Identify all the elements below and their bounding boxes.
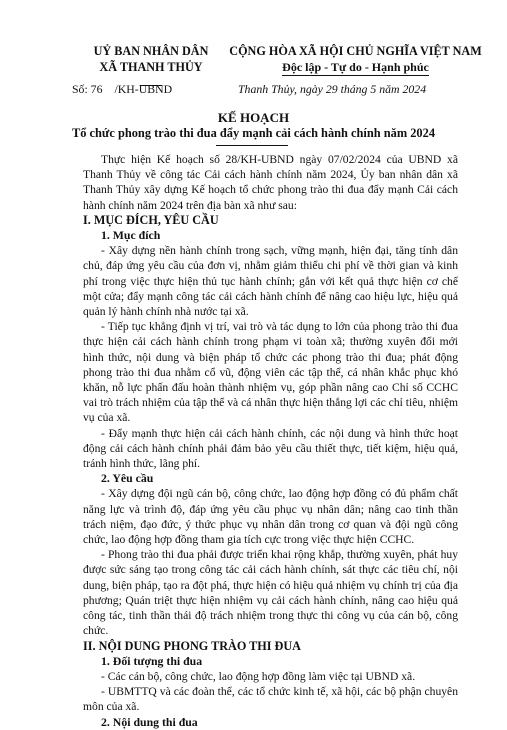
issuer-name: UỶ BAN NHÂN DÂN bbox=[93, 44, 209, 58]
purpose-paragraph-1: - Xây dựng nền hành chính trong sạch, vững mạnh, hiện đại, tăng tính dân chủ, đáp ứng yêu cầu của đơn vị, nhằm giảm thiểu chi phí về thời gian và kinh phí trong việc thực hiện thủ tục hành chính; gắn với kết quả thực hiện cơ chế một cửa; đẩy mạnh công tác cải cách hành chính để nâng cao hiệu lực, hiệu quả quản lý hành chính nhà nước tại xã. bbox=[83, 244, 458, 319]
national-motto-block bbox=[218, 44, 493, 75]
document-subject-title: Tổ chức phong trào thi đua đẩy mạnh cải cách hành chính năm 2024 bbox=[71, 126, 436, 140]
purpose-paragraph-2: - Tiếp tục khẳng định vị trí, vai trò và tác dụng to lớn của phong trào thi đua thực hiện cải cách hành chính trong phạm vi toàn xã; thường xuyên đổi mới hình thức, nội dung và biện pháp tổ chức các phong trào thi đua; phát động phong trào thi đua nhằm cổ vũ, động viên các tập thể, cá nhân khắc phục khó khăn, nỗ lực phấn đấu hoàn thành nhiệm vụ, góp phần nâng cao Chỉ số CCHC vai trò trách nhiệm của tập thể và cá nhân thực hiện thắng lợi các chỉ tiêu, nhiệm vụ của xã. bbox=[83, 320, 458, 425]
section-heading-2: II. NỘI DUNG PHONG TRÀO THI ĐUA bbox=[83, 638, 301, 653]
requirements-paragraph-2: - Phong trào thi đua phải được triển khai rộng khắp, thường xuyên, phát huy được sức sáng tạo trong công tác cải cách hành chính, sát thực các tiêu chí, nội dung, biện pháp, tạo ra đột phá, thực hiện có hiệu quả nhiệm vụ chính trị của địa phương; Quán triệt thực hiện nhiệm vụ cải cách hành chính, nâng cao hiệu quả công tác, tinh thần thái độ trách nhiệm trong thực thi công vụ của cán bộ, công chức. bbox=[83, 548, 458, 638]
motto: Độc lập - Tự do - Hạnh phúc bbox=[282, 59, 429, 74]
document-number bbox=[72, 82, 172, 97]
issuer-commune: XÃ THANH THỦY bbox=[99, 59, 203, 74]
document-number-suffix: /KH-UBND bbox=[114, 82, 173, 96]
requirements-paragraph-1: - Xây dựng đội ngũ cán bộ, công chức, lao động hợp đồng có đủ phẩm chất năng lực và trình độ, đáp ứng yêu cầu phục vụ nhân dân; nâng cao tinh thần trách niệm, đạo đức, ý thức phục vụ nhân dân trong cơ quan và đội ngũ công chức, lao động hợp đồng tham gia tích cực trong việc thực hiện CCHC. bbox=[83, 487, 458, 547]
section-heading-1: I. MỤC ĐÍCH, YÊU CẦU bbox=[83, 212, 219, 227]
document-number-prefix: Số: 76 bbox=[72, 82, 103, 96]
document-body bbox=[83, 152, 458, 730]
purpose-paragraph-3: - Đẩy mạnh thực hiện cải cách hành chính, các nội dung và hình thức hoạt động cải cách hành chính phải đảm bảo yêu cầu thiết thực, tiết kiệm, hiệu quả, tránh hình thức, lãng phí. bbox=[83, 426, 458, 471]
intro-paragraph: Thực hiện Kế hoạch số 28/KH-UBND ngày 07/02/2024 của UBND xã Thanh Thủy về công tác Cải cách hành chính năm 2024, Ủy ban nhân dân xã Thanh Thủy xây dựng Kế hoạch tổ chức phong trào thi đua đẩy mạnh Cải cách hành chính năm 2024 trên địa bàn xã như sau: bbox=[83, 153, 458, 212]
participants-paragraph-1: - Các cán bộ, công chức, lao động hợp đồng làm việc tại UBND xã. bbox=[101, 669, 416, 683]
participants-paragraph-2: - UBMTTQ và các đoàn thể, các tổ chức kinh tế, xã hội, các bộ phận chuyên môn của xã. bbox=[83, 685, 458, 714]
subsection-heading-requirements: 2. Yêu cầu bbox=[101, 471, 154, 486]
document-type-title: KẾ HOẠCH bbox=[217, 110, 290, 125]
subsection-heading-purpose: 1. Mục đích bbox=[101, 228, 161, 243]
country-name: CỘNG HÒA XÃ HỘI CHỦ NGHĨA VIỆT NAM bbox=[229, 44, 482, 58]
subsection-heading-content: 2. Nội dung thi đua bbox=[101, 714, 198, 729]
subsection-heading-participants: 1. Đối tượng thi đua bbox=[101, 653, 203, 668]
place-date: Thanh Thủy, ngày 29 tháng 5 năm 2024 bbox=[238, 82, 427, 96]
title-underline bbox=[216, 145, 288, 146]
